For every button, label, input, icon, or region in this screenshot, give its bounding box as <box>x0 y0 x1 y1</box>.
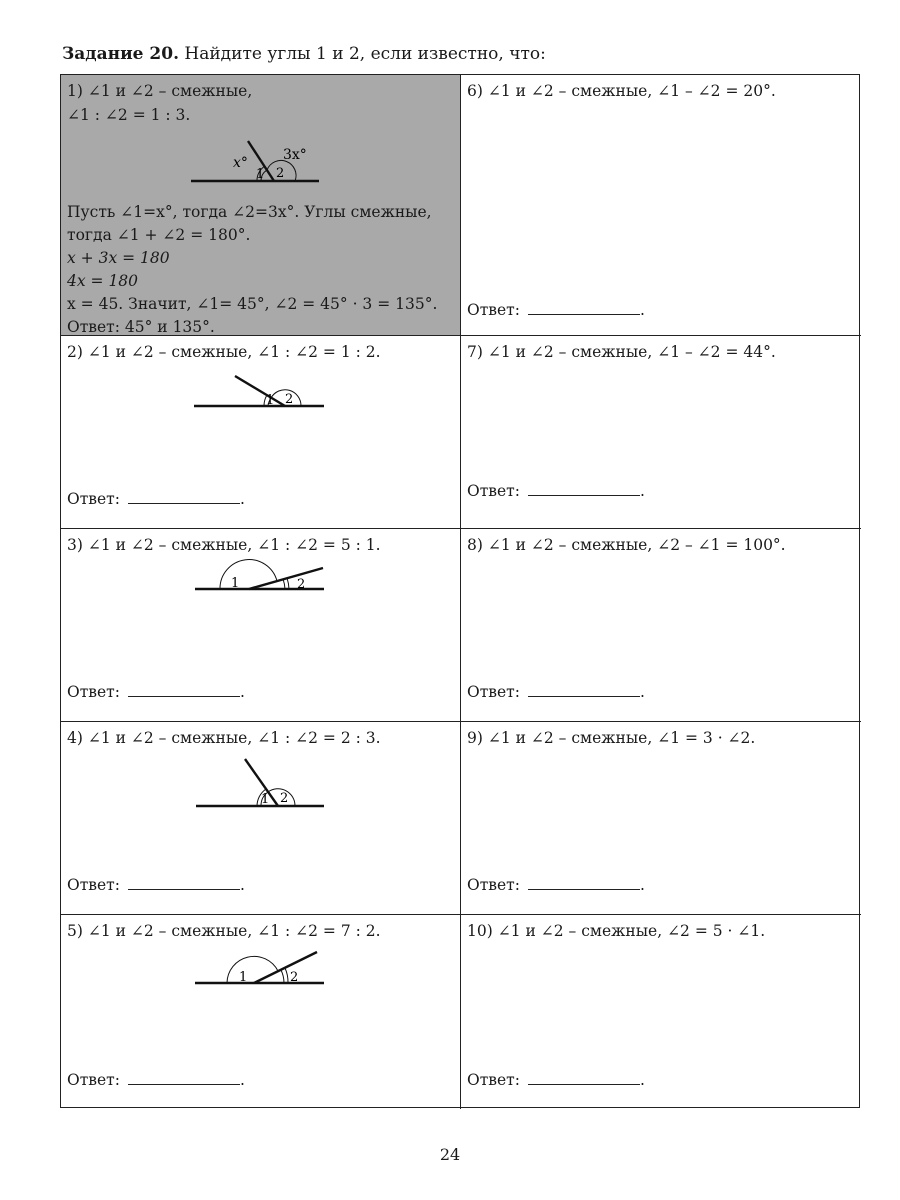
solution-line: 4x = 180 <box>67 272 139 290</box>
solution-line: x = 45. Значит, ∠1= 45°, ∠2 = 45° · 3 = 135°. <box>67 295 438 313</box>
label-x-degree: x° <box>233 155 248 171</box>
task-instruction: Найдите углы 1 и 2, если известно, что: <box>178 44 546 64</box>
angle-1-label: 1 <box>261 792 270 807</box>
answer-field-9[interactable] <box>528 876 640 890</box>
task-cell-8 <box>461 529 861 722</box>
solution-line: Пусть ∠1=x°, тогда ∠2=3x°. Углы смежные, <box>67 203 432 221</box>
label-3x-degree: 3x° <box>283 147 307 163</box>
answer-field-7[interactable] <box>528 482 640 496</box>
angle-2-label: 2 <box>280 791 289 806</box>
task-condition-2: 2) ∠1 и ∠2 – смежные, ∠1 : ∠2 = 1 : 2. <box>67 343 381 361</box>
example-solution <box>67 201 437 339</box>
page-number: 24 <box>439 1145 461 1164</box>
angle-diagram-5 <box>61 945 461 1015</box>
task-cell-7 <box>461 336 861 529</box>
answer-field-6[interactable] <box>528 301 640 315</box>
task-condition-10: 10) ∠1 и ∠2 – смежные, ∠2 = 5 · ∠1. <box>467 922 766 940</box>
angle-diagram-2 <box>61 366 461 426</box>
solution-line: x + 3x = 180 <box>67 249 170 267</box>
angle-2-label: 2 <box>276 166 285 181</box>
task-condition-6: 6) ∠1 и ∠2 – смежные, ∠1 – ∠2 = 20°. <box>467 82 776 100</box>
task-cell-1 <box>61 75 461 336</box>
angle-1-label: 1 <box>239 970 248 985</box>
angle-1-label: 1 <box>266 393 275 408</box>
task-cell-6 <box>461 75 861 336</box>
task-cell-5 <box>61 915 461 1109</box>
angle-diagram-3 <box>61 557 461 617</box>
task-cell-2 <box>61 336 461 529</box>
task-condition-1: 1) ∠1 и ∠2 – смежные, ∠1 : ∠2 = 1 : 3. <box>67 82 253 124</box>
answer-row-6: Ответ: . <box>467 301 645 319</box>
task-condition-9: 9) ∠1 и ∠2 – смежные, ∠1 = 3 · ∠2. <box>467 729 756 747</box>
task-title <box>62 44 546 64</box>
answer-field-10[interactable] <box>528 1071 640 1085</box>
solution-line: тогда ∠1 + ∠2 = 180°. <box>67 226 251 244</box>
answer-row-5: Ответ: . <box>67 1071 245 1089</box>
task-cell-9 <box>461 722 861 915</box>
task-cell-10 <box>461 915 861 1109</box>
task-cell-3 <box>61 529 461 722</box>
task-cell-4 <box>61 722 461 915</box>
angle-1-label: 1 <box>231 576 240 591</box>
solution-answer: Ответ: 45° и 135°. <box>67 318 215 336</box>
answer-row-3: Ответ: . <box>67 683 245 701</box>
answer-field-4[interactable] <box>128 876 240 890</box>
angle-2-label: 2 <box>290 970 299 985</box>
angle-2-label: 2 <box>297 577 306 592</box>
task-number: Задание 20. <box>62 44 179 64</box>
angle-1-label: 1 <box>256 167 265 182</box>
answer-field-2[interactable] <box>128 490 240 504</box>
angle-2-label: 2 <box>285 392 294 407</box>
task-condition-8: 8) ∠1 и ∠2 – смежные, ∠2 – ∠1 = 100°. <box>467 536 786 554</box>
answer-row-8: Ответ: . <box>467 683 645 701</box>
answer-field-8[interactable] <box>528 683 640 697</box>
angle-diagram-4 <box>61 752 461 822</box>
task-condition-3: 3) ∠1 и ∠2 – смежные, ∠1 : ∠2 = 5 : 1. <box>67 536 381 554</box>
answer-field-3[interactable] <box>128 683 240 697</box>
task-condition-5: 5) ∠1 и ∠2 – смежные, ∠1 : ∠2 = 7 : 2. <box>67 922 381 940</box>
answer-row-7: Ответ: . <box>467 482 645 500</box>
task-condition-4: 4) ∠1 и ∠2 – смежные, ∠1 : ∠2 = 2 : 3. <box>67 729 381 747</box>
angle-diagram-1 <box>61 135 461 205</box>
answer-row-10: Ответ: . <box>467 1071 645 1089</box>
answer-row-9: Ответ: . <box>467 876 645 894</box>
answer-row-4: Ответ: . <box>67 876 245 894</box>
answer-row-2: Ответ: . <box>67 490 245 508</box>
task-grid <box>60 74 860 1108</box>
answer-field-5[interactable] <box>128 1071 240 1085</box>
task-condition-7: 7) ∠1 и ∠2 – смежные, ∠1 – ∠2 = 44°. <box>467 343 776 361</box>
